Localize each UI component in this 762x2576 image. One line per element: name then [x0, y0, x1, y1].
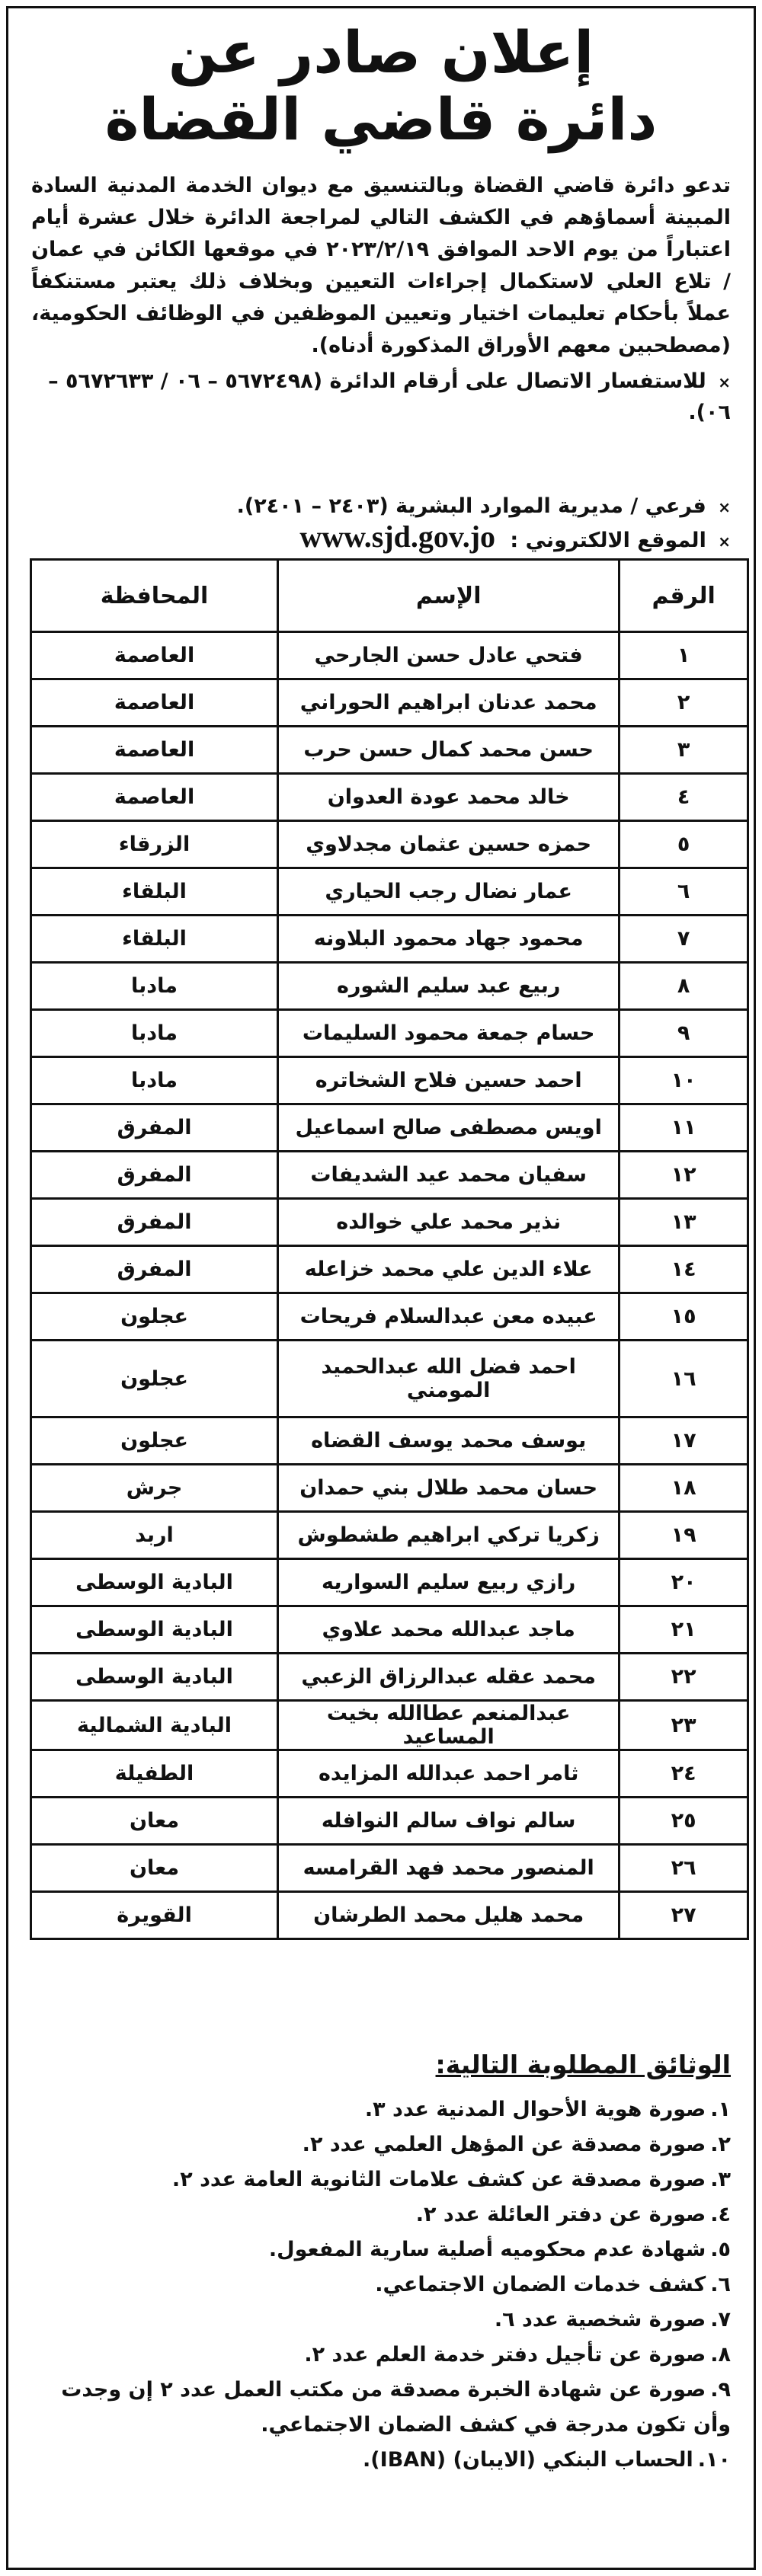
cell-name: حسان محمد طلال بني حمدان	[278, 1465, 620, 1512]
header-number: الرقم	[620, 560, 748, 632]
cell-name: حمزه حسين عثمان مجدلاوي	[278, 821, 620, 868]
cell-governorate: جرش	[31, 1465, 278, 1512]
list-item-text: صورة شخصية عدد ٦.	[494, 2308, 706, 2332]
table-body	[31, 632, 748, 1939]
table-row	[31, 1199, 748, 1246]
cell-name: سفيان محمد عيد الشديفات	[278, 1152, 620, 1199]
list-item	[31, 2232, 731, 2268]
cell-name: احمد حسين فلاح الشخاتره	[278, 1057, 620, 1104]
list-item-number: ٦.	[710, 2273, 731, 2296]
table-row	[31, 774, 748, 821]
cell-governorate: معان	[31, 1798, 278, 1845]
website-link[interactable]: www.sjd.gov.jo	[299, 519, 496, 554]
table-row	[31, 963, 748, 1010]
table-header-row	[31, 560, 748, 632]
list-item-number: ٣.	[710, 2168, 731, 2191]
table-row	[31, 1654, 748, 1701]
cell-name: ربيع عبد سليم الشوره	[278, 963, 620, 1010]
list-item	[31, 2338, 731, 2373]
cell-name: نذير محمد علي خوالده	[278, 1199, 620, 1246]
table-row	[31, 1293, 748, 1341]
list-item	[31, 2127, 731, 2162]
cell-number: ١٤	[620, 1246, 748, 1293]
cell-name: عبدالمنعم عطاالله بخيت المساعيد	[278, 1701, 620, 1750]
cell-number: ١١	[620, 1104, 748, 1152]
cell-governorate: العاصمة	[31, 679, 278, 727]
list-item	[31, 2268, 731, 2303]
table-row	[31, 1606, 748, 1654]
cell-name: حسام جمعة محمود السليمات	[278, 1010, 620, 1057]
cell-number: ١٨	[620, 1465, 748, 1512]
list-item-text: كشف خدمات الضمان الاجتماعي.	[375, 2273, 706, 2296]
branch-info	[31, 491, 731, 523]
cell-number: ٢٦	[620, 1845, 748, 1892]
cell-governorate: مادبا	[31, 963, 278, 1010]
cell-name: رازي ربيع سليم السواريه	[278, 1559, 620, 1606]
cell-governorate: العاصمة	[31, 774, 278, 821]
list-item-text: صورة عن شهادة الخبرة مصدقة من مكتب العمل عدد ٢ إن وجدت وأن تكون مدرجة في كشف الضمان الاجتماعي.	[61, 2378, 731, 2437]
cell-name: ماجد عبدالله محمد علاوي	[278, 1606, 620, 1654]
cell-governorate: العاصمة	[31, 727, 278, 774]
cell-governorate: العاصمة	[31, 632, 278, 679]
cell-governorate: البادية الوسطى	[31, 1606, 278, 1654]
website-info	[31, 519, 731, 557]
website-label: الموقع الالكتروني :	[510, 529, 706, 552]
cell-governorate: البلقاء	[31, 916, 278, 963]
list-item-number: ٥.	[710, 2238, 731, 2261]
cell-name: ثامر احمد عبدالله المزايده	[278, 1750, 620, 1798]
list-item	[31, 2303, 731, 2338]
title-line-2: دائرة قاضي القضاة	[104, 85, 658, 153]
list-item-number: ١٠.	[697, 2448, 731, 2472]
list-item-number: ٤.	[710, 2203, 731, 2226]
cell-name: محمد عقله عبدالرزاق الزعبي	[278, 1654, 620, 1701]
announcement-page	[6, 6, 756, 2570]
cell-number: ١٠	[620, 1057, 748, 1104]
cell-governorate: البلقاء	[31, 868, 278, 916]
table-row	[31, 1465, 748, 1512]
cell-number: ١٣	[620, 1199, 748, 1246]
cell-name: حسن محمد كمال حسن حرب	[278, 727, 620, 774]
cell-number: ١٩	[620, 1512, 748, 1559]
list-item-text: الحساب البنكي (الايبان) (IBAN).	[363, 2448, 693, 2472]
cell-number: ٦	[620, 868, 748, 916]
cell-governorate: عجلون	[31, 1417, 278, 1465]
cell-name: يوسف محمد يوسف القضاه	[278, 1417, 620, 1465]
table-row	[31, 1750, 748, 1798]
table-row	[31, 1417, 748, 1465]
table-row	[31, 1892, 748, 1939]
table-row	[31, 1152, 748, 1199]
cell-governorate: المفرق	[31, 1152, 278, 1199]
cell-number: ١٧	[620, 1417, 748, 1465]
cell-governorate: البادية الشمالية	[31, 1701, 278, 1750]
table-row	[31, 1010, 748, 1057]
cell-governorate: مادبا	[31, 1057, 278, 1104]
table-row	[31, 868, 748, 916]
cell-governorate: المفرق	[31, 1104, 278, 1152]
cell-number: ٢٠	[620, 1559, 748, 1606]
cell-number: ٢٤	[620, 1750, 748, 1798]
cell-number: ١٥	[620, 1293, 748, 1341]
cell-governorate: البادية الوسطى	[31, 1654, 278, 1701]
table-row	[31, 679, 748, 727]
cell-governorate: المفرق	[31, 1199, 278, 1246]
cell-governorate: البادية الوسطى	[31, 1559, 278, 1606]
intro-paragraph: تدعو دائرة قاضي القضاة وبالتنسيق مع ديوان الخدمة المدنية السادة المبينة أسماؤهم في الكشف التالي لمراجعة الدائرة خلال عشرة أيام اعتباراً من يوم الاحد الموافق ٢٠٢٣/٢/١٩ في موقعها الكائن في عمان / تلاع العلي لاستكمال إجراءات التعيين وبخلاف ذلك يعتبر مستنكفاً عملاً بأحكام تعليمات اختيار وتعيين الموظفين في الوظائف الحكومية، (مصطحبين معهم الأوراق المذكورة أدناه).	[31, 174, 731, 357]
cell-governorate: الزرقاء	[31, 821, 278, 868]
cell-number: ٧	[620, 916, 748, 963]
cell-governorate: اربد	[31, 1512, 278, 1559]
list-item	[31, 2197, 731, 2232]
table-row	[31, 632, 748, 679]
table-row	[31, 1701, 748, 1750]
list-item-text: صورة عن دفتر العائلة عدد ٢.	[415, 2203, 706, 2226]
list-item	[31, 2162, 731, 2197]
cell-number: ٢	[620, 679, 748, 727]
cell-number: ٣	[620, 727, 748, 774]
cell-governorate: عجلون	[31, 1341, 278, 1417]
list-item	[31, 2443, 731, 2478]
cell-name: عمار نضال رجب الحياري	[278, 868, 620, 916]
list-item-text: صورة مصدقة عن كشف علامات الثانوية العامة عدد ٢.	[171, 2168, 706, 2191]
header-name: الإسم	[278, 560, 620, 632]
cell-number: ٢٣	[620, 1701, 748, 1750]
cell-name: علاء الدين علي محمد خزاعله	[278, 1246, 620, 1293]
table-row	[31, 821, 748, 868]
cell-number: ١٦	[620, 1341, 748, 1417]
cell-number: ٤	[620, 774, 748, 821]
cell-name: محمد هليل محمد الطرشان	[278, 1892, 620, 1939]
table-row	[31, 916, 748, 963]
list-item-text: صورة هوية الأحوال المدنية عدد ٣.	[364, 2098, 706, 2121]
cell-name: محمود جهاد محمود البلاونه	[278, 916, 620, 963]
table-row	[31, 727, 748, 774]
list-item-number: ١.	[710, 2098, 731, 2121]
cell-name: زكريا تركي ابراهيم طشطوش	[278, 1512, 620, 1559]
cell-governorate: الطفيلة	[31, 1750, 278, 1798]
list-item-number: ٨.	[710, 2343, 731, 2367]
cell-name: عبيده معن عبدالسلام فريحات	[278, 1293, 620, 1341]
list-item	[31, 2092, 731, 2127]
table-row	[31, 1559, 748, 1606]
cell-number: ٨	[620, 963, 748, 1010]
table-row	[31, 1057, 748, 1104]
cell-number: ٢٧	[620, 1892, 748, 1939]
title-line-1: إعلان صادر عن	[168, 18, 594, 86]
cell-governorate: مادبا	[31, 1010, 278, 1057]
table-row	[31, 1341, 748, 1417]
cell-governorate: معان	[31, 1845, 278, 1892]
contact-text: للاستفسار الاتصال على أرقام الدائرة (٥٦٧٢٤٩٨ – ٠٦ / ٥٦٧٢٦٣٣ – ٠٦).	[48, 369, 731, 424]
branch-text: فرعي / مديرية الموارد البشرية (٢٤٠٣ – ٢٤٠١).	[236, 494, 706, 518]
candidates-table	[30, 558, 749, 1940]
list-item-number: ٧.	[710, 2308, 731, 2332]
list-item-number: ٢.	[710, 2133, 731, 2156]
documents-heading: الوثائق المطلوبة التالية:	[435, 2050, 731, 2079]
bullet-icon: ×	[718, 373, 731, 392]
cell-number: ٢٢	[620, 1654, 748, 1701]
cell-governorate: عجلون	[31, 1293, 278, 1341]
bullet-icon: ×	[718, 532, 731, 551]
cell-number: ١٢	[620, 1152, 748, 1199]
table-row	[31, 1798, 748, 1845]
cell-number: ٩	[620, 1010, 748, 1057]
list-item	[31, 2373, 731, 2443]
cell-name: سالم نواف سالم النوافله	[278, 1798, 620, 1845]
cell-name: محمد عدنان ابراهيم الحوراني	[278, 679, 620, 727]
list-item-text: شهادة عدم محكوميه أصلية سارية المفعول.	[268, 2238, 706, 2261]
header-governorate: المحافظة	[31, 560, 278, 632]
documents-list	[31, 2092, 731, 2478]
cell-number: ٢٥	[620, 1798, 748, 1845]
table-row	[31, 1512, 748, 1559]
cell-number: ٢١	[620, 1606, 748, 1654]
table-row	[31, 1104, 748, 1152]
table-row	[31, 1845, 748, 1892]
cell-governorate: المفرق	[31, 1246, 278, 1293]
table-row	[31, 1246, 748, 1293]
cell-number: ١	[620, 632, 748, 679]
cell-name: المنصور محمد فهد القرامسه	[278, 1845, 620, 1892]
cell-name: احمد فضل الله عبدالحميد المومني	[278, 1341, 620, 1417]
list-item-text: صورة مصدقة عن المؤهل العلمي عدد ٢.	[302, 2133, 706, 2156]
cell-name: خالد محمد عودة العدوان	[278, 774, 620, 821]
list-item-number: ٩.	[710, 2378, 731, 2402]
contact-info	[31, 366, 731, 428]
bullet-icon: ×	[718, 498, 731, 516]
cell-name: اويس مصطفى صالح اسماعيل	[278, 1104, 620, 1152]
cell-name: فتحي عادل حسن الجارحي	[278, 632, 620, 679]
cell-number: ٥	[620, 821, 748, 868]
cell-governorate: القويرة	[31, 1892, 278, 1939]
list-item-text: صورة عن تأجيل دفتر خدمة العلم عدد ٢.	[304, 2343, 706, 2367]
